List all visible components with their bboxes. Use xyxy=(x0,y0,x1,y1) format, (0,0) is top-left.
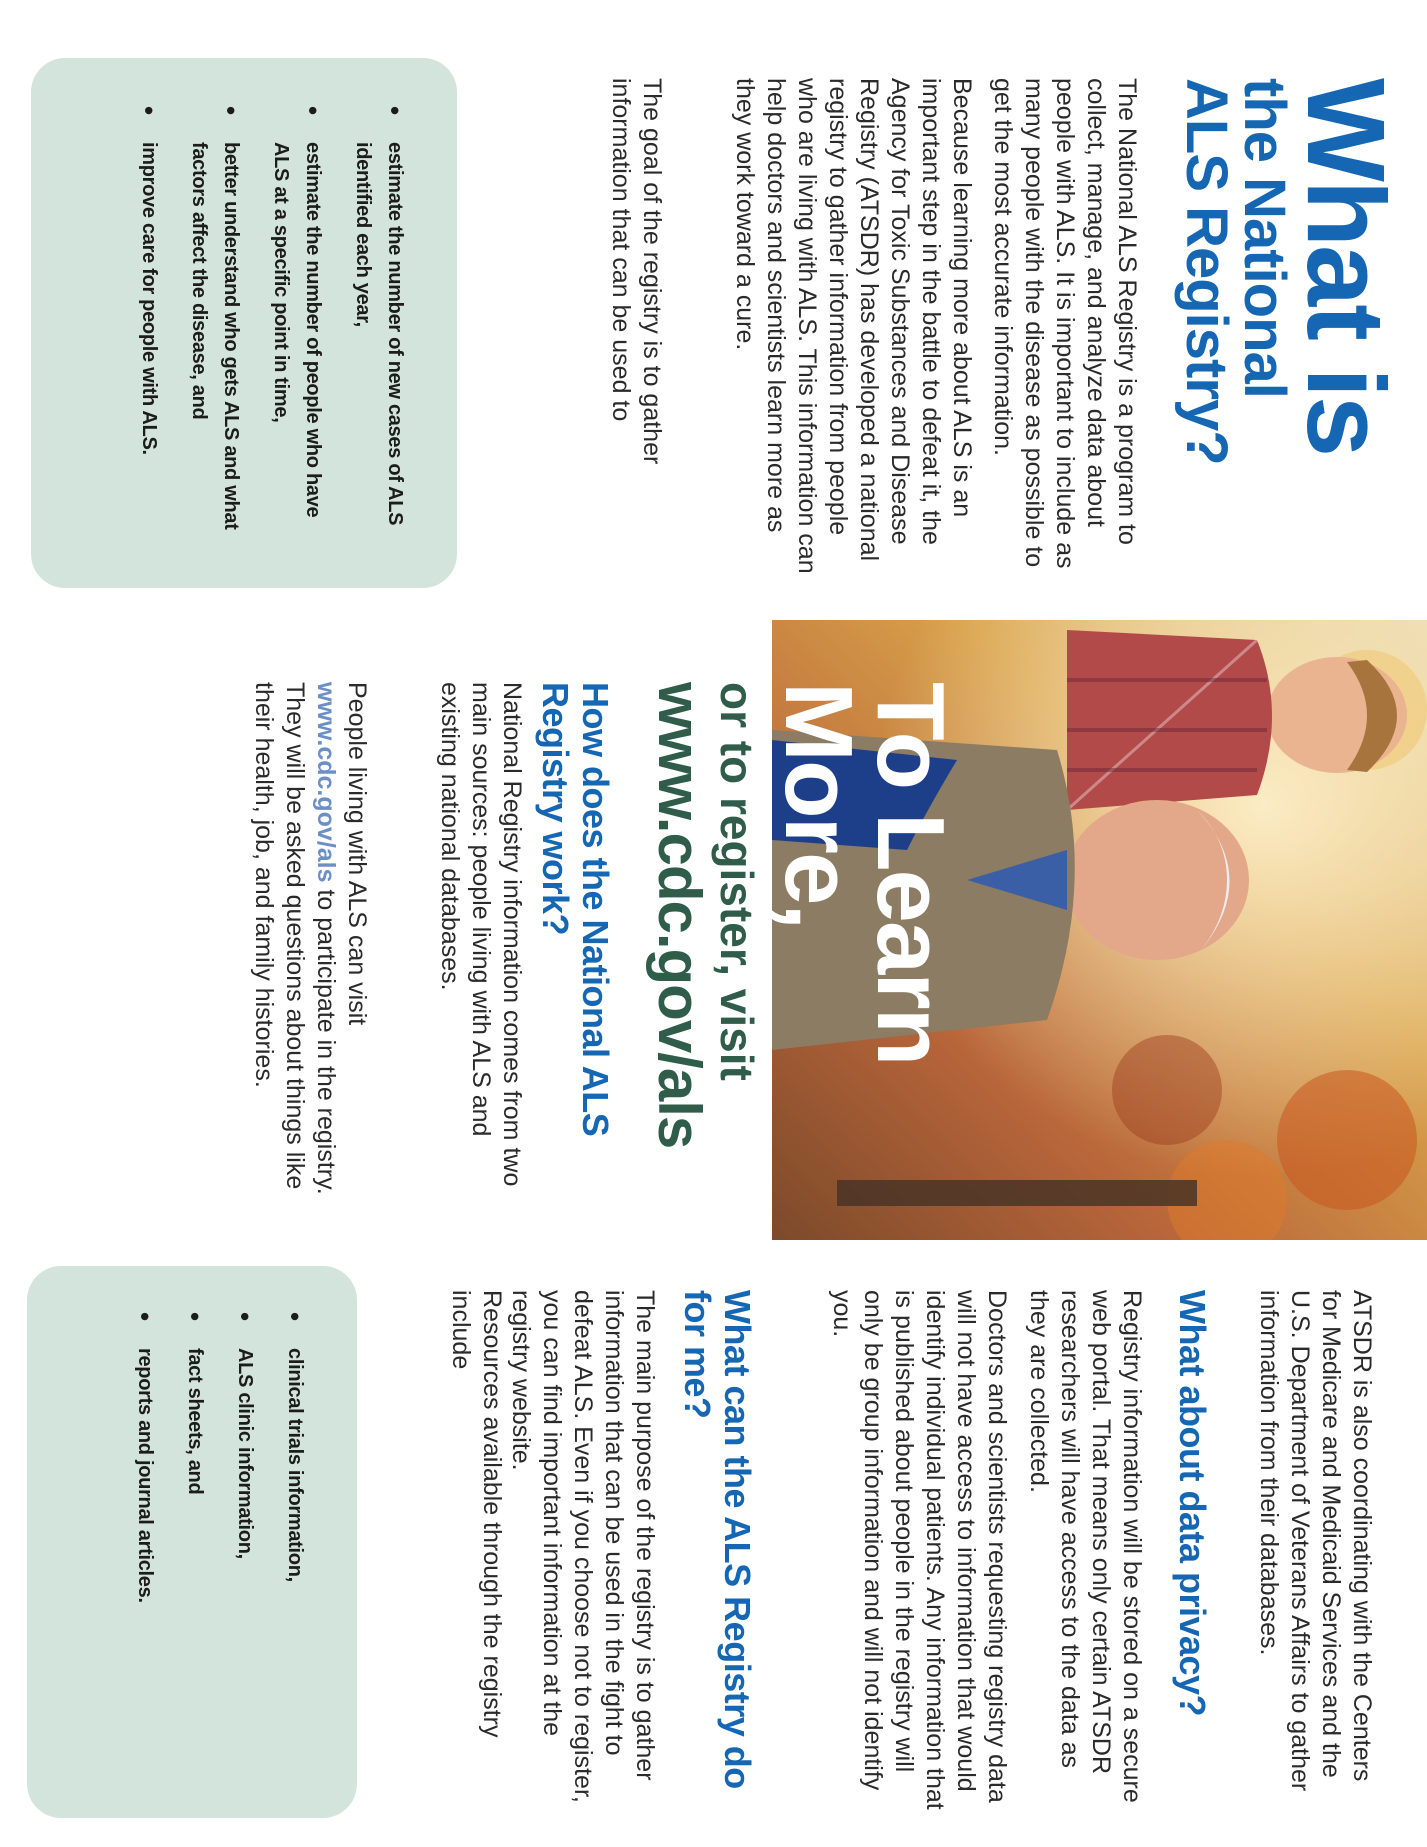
list-item: • clinical trials information, xyxy=(280,1312,310,1582)
storage-paragraph: Registry information will be stored on a secure web portal. That means only certain ATSDR researchers will have access to the data as they are collected. xyxy=(1025,1290,1146,1803)
registry-link[interactable]: www.cdc.gov/als xyxy=(312,682,340,883)
intro-paragraph: The National ALS Registry is a program to collect, manage, and analyze data about people with ALS. It is important to include as many people with the disease as possible to get the most accurate information. xyxy=(989,78,1141,569)
goals-box xyxy=(31,58,457,588)
list-item: • better understand who gets ALS and what factors affect the disease, and xyxy=(188,106,246,530)
learn-more-line1: To Learn xyxy=(857,682,964,1065)
panel-privacy xyxy=(0,1240,1427,1847)
access-paragraph: Doctors and scientists requesting registry data will not have access to information that would identify individual patients. Any information that is published about people in the registry will only be group information and will not identify you. xyxy=(828,1290,1011,1810)
how-it-works-heading: How does the National ALS Registry work? xyxy=(535,682,616,1137)
bullet-icon: • xyxy=(130,1312,160,1321)
bullet-icon: • xyxy=(280,1312,310,1321)
bullet-icon: • xyxy=(216,106,246,115)
bullet-icon: • xyxy=(134,106,164,115)
visit-line: or to register, visit xyxy=(711,682,763,1081)
bullet-icon: • xyxy=(380,106,410,115)
bullet-icon: • xyxy=(298,106,328,115)
list-item: • ALS clinic information, xyxy=(230,1312,260,1559)
list-item: • improve care for people with ALS. xyxy=(134,106,164,455)
bullet-icon: • xyxy=(230,1312,260,1321)
learn-more-title xyxy=(765,682,964,1065)
privacy-heading: What about data privacy? xyxy=(1172,1290,1213,1717)
registry-url[interactable]: www.cdc.gov/als xyxy=(646,682,713,1149)
panel-what-is xyxy=(0,0,1427,620)
goals-list xyxy=(133,106,411,558)
main-title-line3: ALS Registry? xyxy=(1174,78,1239,465)
main-title-line2: the National xyxy=(1232,78,1297,398)
benefits-heading: What can the ALS Registry do for me? xyxy=(677,1290,758,1789)
list-item: • fact sheets, and xyxy=(180,1312,210,1495)
participation-paragraph: People living with ALS can visit www.cdc.gov/als to participate in the registry. They will be asked questions about things like their health, job, and family histories. xyxy=(250,682,371,1195)
list-item: • reports and journal articles. xyxy=(130,1312,160,1603)
bullet-icon: • xyxy=(180,1312,210,1321)
main-title xyxy=(1174,78,1407,598)
panel-learn-more xyxy=(0,620,1427,1240)
coordination-paragraph: ATSDR is also coordinating with the Centers for Medicare and Medicaid Services and the U.S. Department of Veterans Affairs to gather information from their databases. xyxy=(1255,1290,1376,1792)
main-title-line1: What is xyxy=(1284,78,1407,456)
resources-box xyxy=(27,1266,357,1818)
list-item: • estimate the number of people who have ALS at a specific point in time, xyxy=(270,106,328,518)
purpose-paragraph: The main purpose of the registry is to gather information that can be used in the fight to defeat ALS. Even if you choose not to register, you can find important information at the registry website. xyxy=(507,1290,659,1803)
goal-paragraph: The goal of the registry is to gather information that can be used to xyxy=(607,78,666,465)
resources-intro: Resources available through the registry include xyxy=(447,1290,506,1738)
resources-list xyxy=(129,1312,311,1788)
sources-paragraph: National Registry information comes from two main sources: people living with ALS and existing national databases. xyxy=(436,682,526,1187)
list-item: • estimate the number of new cases of ALS identified each year, xyxy=(352,106,410,526)
learning-paragraph: Because learning more about ALS is an important step in the battle to defeat it, the Agency for Toxic Substances and Disease Registry (ATSDR) has developed a national registry to gather information from people who are living with ALS. This information can help doctors and scientists learn more as they work toward a cure. xyxy=(731,78,976,574)
learn-more-line2: More, xyxy=(765,682,872,929)
